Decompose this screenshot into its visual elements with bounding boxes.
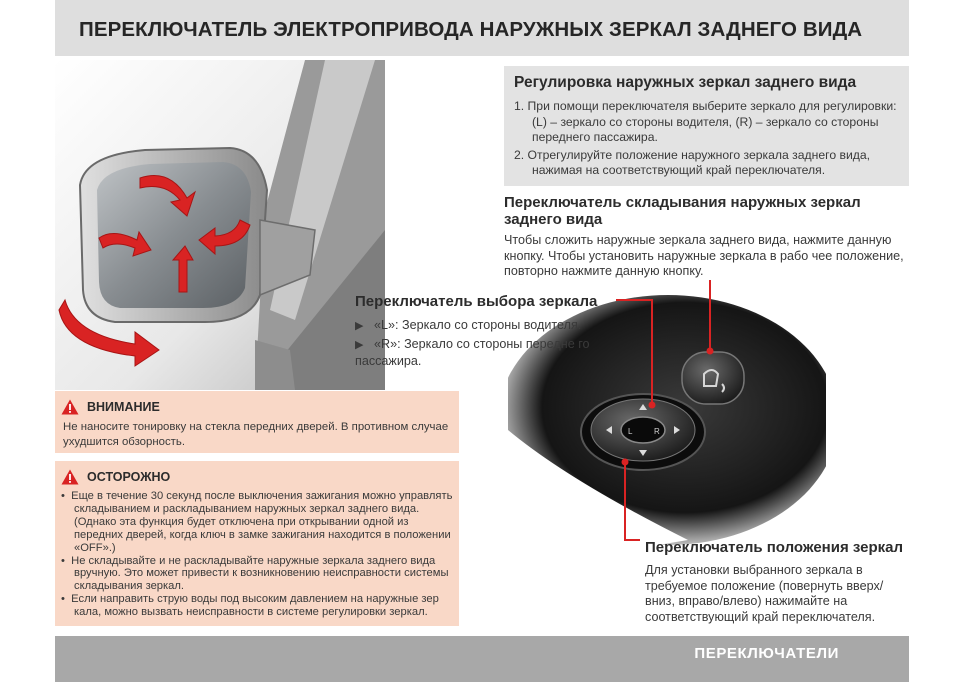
mirror-illustration	[55, 60, 385, 390]
warning-title: ВНИМАНИЕ	[87, 400, 160, 414]
caution-box	[55, 461, 459, 626]
bullet-arrow-icon: ▶	[355, 320, 364, 332]
position-text: Для установки выбранного зеркала в требуемое положение (повернуть вверх/вниз, вправо/влево) нажимайте на соответствующий край переключателя.	[645, 563, 884, 624]
warning-text: Не наносите тонировку на стекла передних дверей. В противном случае ухудшится обзорность.	[63, 421, 449, 448]
adjustment-panel	[504, 66, 909, 186]
adjustment-title: Регулировка наружных зеркал заднего вида	[514, 74, 857, 91]
page-header	[55, 0, 909, 56]
select-title: Переключатель выбора зеркала	[355, 293, 598, 310]
svg-text:L: L	[628, 427, 633, 436]
caution-item: • Еще в течение 30 секунд после выключения зажигания можно управлять складыванием и раскладыванием наружных зеркал заднего вида. (Однако эта функция будет отключена при открывании одной из передних дверей, когда ключ в замке зажигания находится в положении «OFF».)	[61, 490, 453, 554]
select-item: ▶ «R»: Зеркало со стороны передне го пассажира.	[355, 337, 590, 368]
caution-item: • Если направить струю воды под высоким давлением на наружные зер кала, можно вызвать неисправности в системе регулировки зеркал.	[61, 593, 439, 619]
section-label: ПЕРЕКЛЮЧАТЕЛИ	[694, 645, 839, 662]
select-item: ▶ «L»: Зеркало со стороны водителя.	[355, 318, 582, 332]
fold-text: Чтобы сложить наружные зеркала заднего вида, нажмите данную кнопку. Чтобы установить наружные зеркала в рабо чее положение, повторно нажмите данную кнопку.	[504, 233, 904, 278]
warning-box	[55, 391, 459, 453]
warning-triangle-icon	[61, 469, 79, 485]
position-title: Переключатель положения зеркал	[645, 539, 904, 556]
warning-triangle-icon	[61, 399, 79, 415]
adjustment-step: 2. Отрегулируйте положение наружного зеркала заднего вида, нажимая на соответствующий край переключателя.	[514, 147, 871, 177]
fold-title-line2: заднего вида	[504, 211, 603, 228]
caution-list	[61, 490, 453, 619]
caution-title: ОСТОРОЖНО	[87, 470, 171, 484]
page-title: ПЕРЕКЛЮЧАТЕЛЬ ЭЛЕКТРОПРИВОДА НАРУЖНЫХ ЗЕРКАЛ ЗАДНЕГО ВИДА	[79, 18, 863, 41]
page-footer	[55, 636, 909, 682]
svg-text:R: R	[654, 427, 660, 436]
fold-title-line1: Переключатель складывания наружных зеркал	[504, 194, 861, 211]
bullet-arrow-icon: ▶	[355, 339, 364, 351]
caution-item: • Не складывайте и не раскладывайте наружные зеркала заднего вида вручную. Это может привести к возникновению неисправности системы складывания зеркал.	[61, 554, 449, 593]
adjustment-step: 1. При помощи переключателя выберите зеркало для регулировки: (L) – зеркало со стороны водителя, (R) – зеркало со стороны переднего пассажира.	[514, 99, 897, 144]
adjustment-steps	[514, 99, 902, 181]
